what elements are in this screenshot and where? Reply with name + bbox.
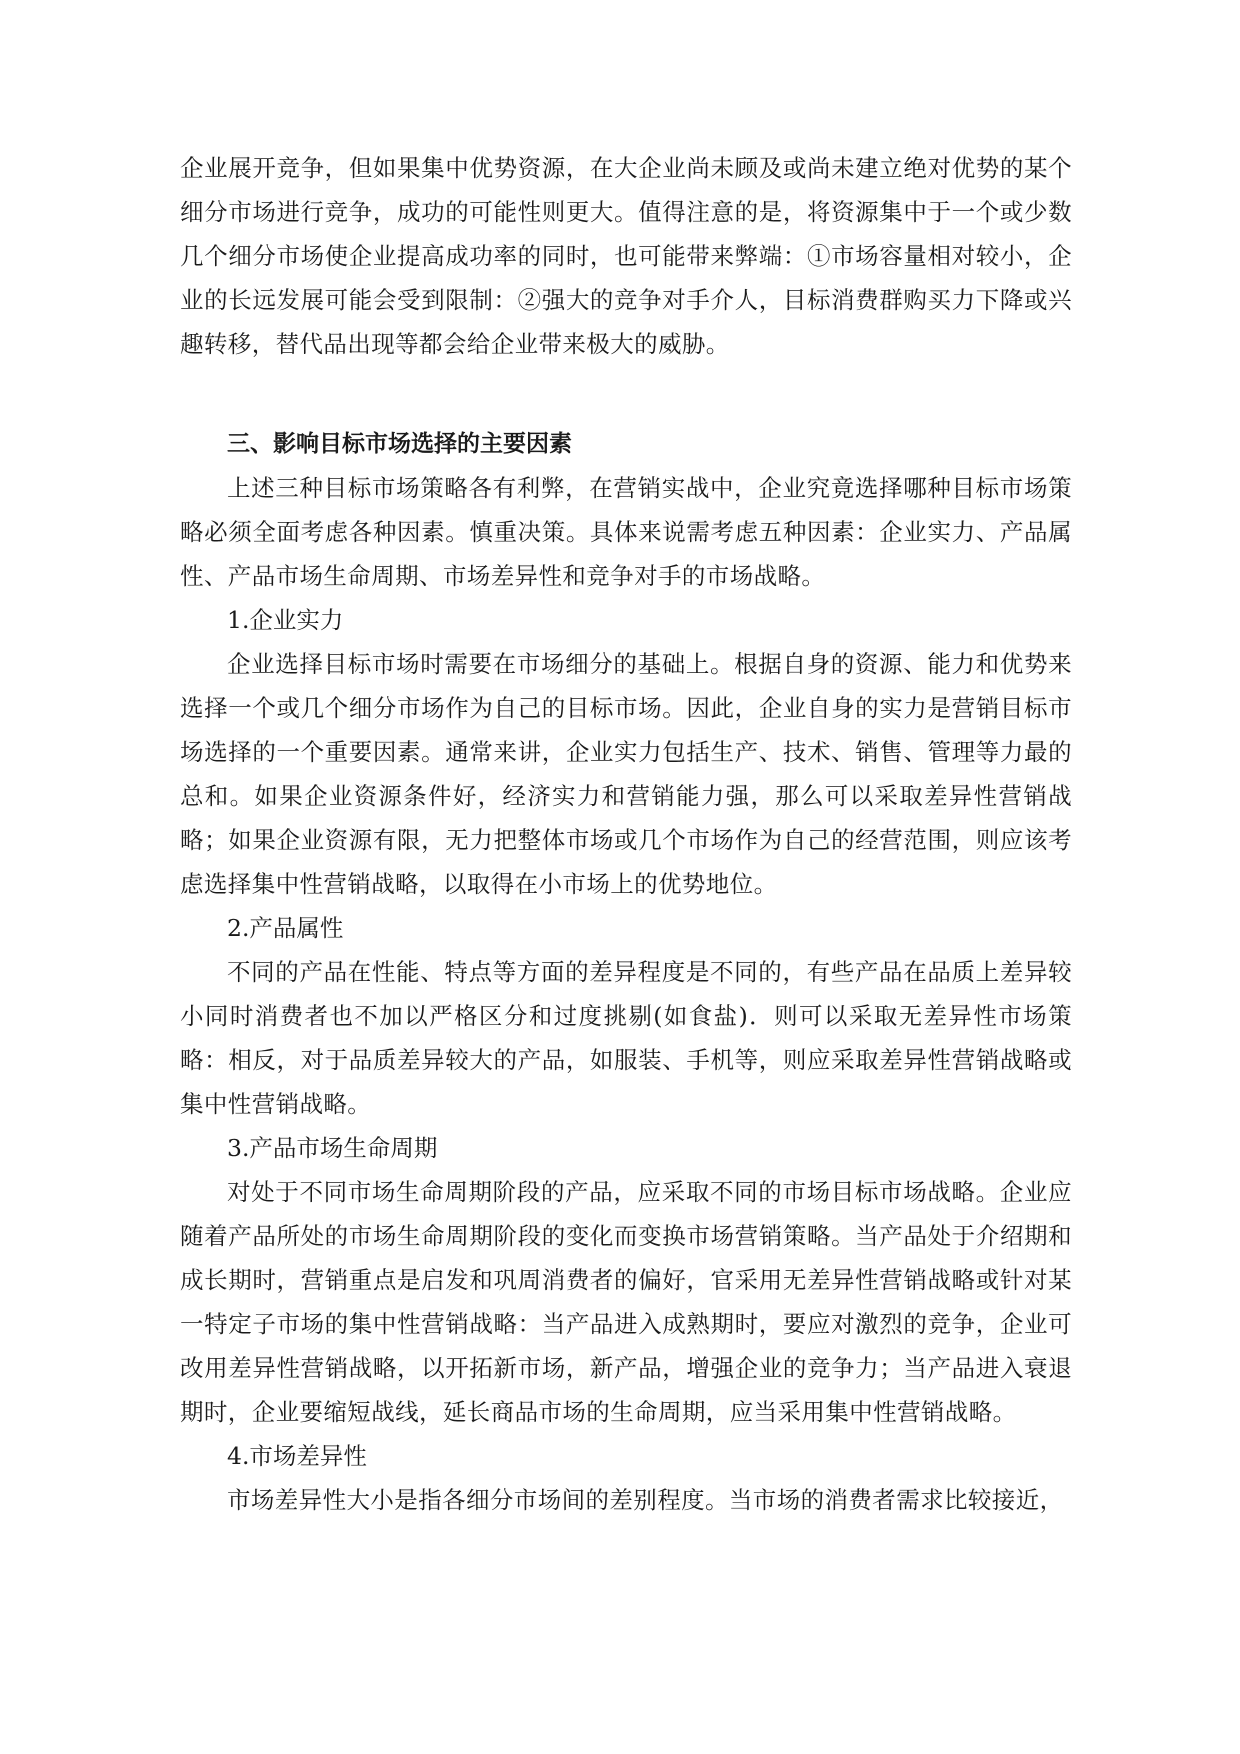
section-intro-paragraph: 上述三种目标市场策略各有利弊，在营销实战中，企业究竟选择哪种目标市场策略必须全面考虑各种因素。慎重决策。具体来说需考虑五种因素：企业实力、产品属性、产品市场生命周期、市场差异性和竞争对手的市场战略。: [180, 474, 1072, 590]
factor-paragraph: 不同的产品在性能、特点等方面的差异程度是不同的，有些产品在品质上差异较小同时消费者也不加以严格区分和过度挑剔(如食盐)．则可以采取无差异性市场策略：相反，对于品质差异较大的产品，如服装、手机等，则应采取差异性营销战略或集中性营销战略。: [180, 958, 1072, 1118]
factor-paragraph: 市场差异性大小是指各细分市场间的差别程度。当市场的消费者需求比较接近，: [227, 1486, 1064, 1514]
intro-paragraph: 企业展开竞争，但如果集中优势资源，在大企业尚未顾及或尚未建立绝对优势的某个细分市场进行竞争，成功的可能性则更大。值得注意的是，将资源集中于一个或少数几个细分市场使企业提高成功率的同时，也可能带来弊端：①市场容量相对较小，企业的长远发展可能会受到限制：②强大的竞争对手介人，目标消费群购买力下降或兴趣转移，替代品出现等都会给企业带来极大的威胁。: [180, 154, 1072, 358]
factor-title: 2.产品属性: [227, 914, 344, 942]
factor-paragraph: 企业选择目标市场时需要在市场细分的基础上。根据自身的资源、能力和优势来选择一个或几个细分市场作为自己的目标市场。因此，企业自身的实力是营销目标市场选择的一个重要因素。通常来讲，企业实力包括生产、技术、销售、管理等力最的总和。如果企业资源条件好，经济实力和营销能力强，那么可以采取差异性营销战略；如果企业资源有限，无力把整体市场或几个市场作为自己的经营范围，则应该考虑选择集中性营销战略，以取得在小市场上的优势地位。: [180, 650, 1072, 898]
factor-title: 3.产品市场生命周期: [227, 1134, 438, 1162]
factor-paragraph: 对处于不同市场生命周期阶段的产品，应采取不同的市场目标市场战略。企业应随着产品所处的市场生命周期阶段的变化而变换市场营销策略。当产品处于介绍期和成长期时，营销重点是启发和巩周消费者的偏好，官采用无差异性营销战略或针对某一特定子市场的集中性营销战略：当产品进入成熟期时，要应对激烈的竞争，企业可改用差异性营销战略，以开拓新市场，新产品，增强企业的竞争力；当产品进入衰退期时，企业要缩短战线，延长商品市场的生命周期，应当采用集中性营销战略。: [180, 1178, 1072, 1426]
factor-title: 1.企业实力: [227, 606, 344, 634]
section-heading: 三、影响目标市场选择的主要因素: [227, 431, 572, 457]
factor-title: 4.市场差异性: [227, 1442, 367, 1470]
